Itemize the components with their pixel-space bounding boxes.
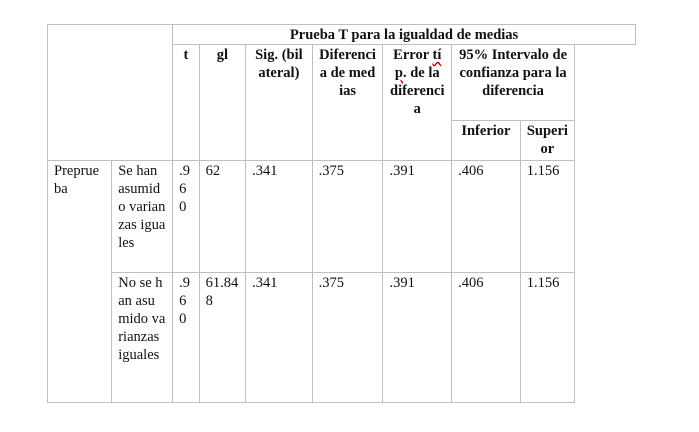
cell-sig: .341 [246,273,312,403]
row-label: Se han asumido varianzas iguales [112,161,173,273]
group-label: Prepruebа [48,161,112,403]
cell-diff: .375 [312,273,383,403]
col-header-upper: Superior [520,121,574,161]
cell-upper: 1.156 [520,161,574,273]
cell-upper: 1.156 [520,273,574,403]
col-header-error [383,45,452,161]
col-header-diff: Diferencia de medias [312,45,383,161]
group-header: Prueba T para la igualdad de medias [173,25,636,45]
cell-gl: 62 [199,161,246,273]
cell-lower: .406 [452,273,521,403]
cell-err: .391 [383,273,452,403]
error-label-start: Error [393,47,433,63]
col-header-ci: 95% Intervalo de confianza para la diferencia [452,45,575,121]
spell-squiggle-word: típ [394,47,442,81]
cell-sig: .341 [246,161,312,273]
cell-t: .960 [173,273,200,403]
col-header-gl: gl [199,45,246,161]
cell-gl: 61.848 [199,273,246,403]
col-header-lower: Inferior [452,121,521,161]
table-row [48,273,636,403]
cell-diff: .375 [312,161,383,273]
t-test-table [47,24,636,403]
row-label: No se han asumido varianzas iguales [112,273,173,403]
cell-lower: .406 [452,161,521,273]
col-header-t: t [173,45,200,161]
empty-corner-cell [48,25,173,161]
cell-err: .391 [383,161,452,273]
col-header-sig: Sig. (bilateral) [246,45,312,161]
table-row [48,161,636,273]
cell-t: .960 [173,161,200,273]
error-label-end: . de la diferencia [390,65,445,117]
